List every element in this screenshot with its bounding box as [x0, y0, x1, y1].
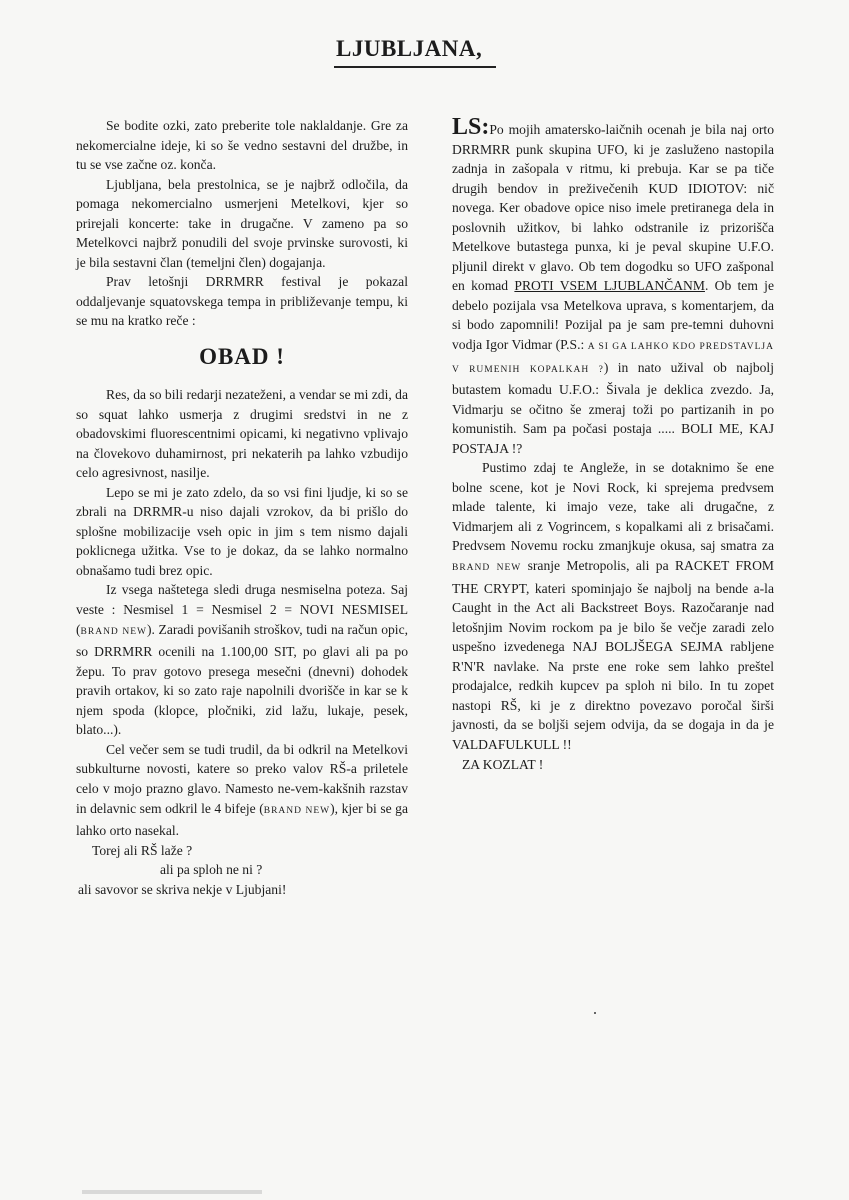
nesmisel-text-b: ). Zaradi povišanih stroškov, tudi na račun opic, so DRRMRR ocenili na 1.100,00 SIT, po glavi ali pa po žepu. To prav gotovo presega mesečni (dnevni) dohodek pravih ortakov, ki so zato raje napolnili dvorišče in kar se k njem spoda (klopce, pločniki, zid lažu, lukaje, pesek, blato...).: [76, 621, 408, 738]
ls-label: LS:: [452, 114, 490, 140]
kopalkah-smallcaps: A SI GA LAHKO KDO PREDSTAVLJA V RUMENIH KOPALKAH ?: [452, 342, 774, 375]
closing-questions: [76, 841, 408, 900]
ls-text-a: Po mojih amatersko-laičnih ocenah je bila naj orto DRRMRR punk skupina UFO, ki je zasluženo nastopila zadnja in zašopala v ritmu, ki prebuja. Kar se pa tiče drugih bendov in preživečenih KUD IDIOTOV: nič novega. Ker obadove opice niso imele pretiranega dela in poslovnih užitkov, bi lahko odstranile iz prizorišča Metelkove butastega punxa, ki je peval skupine U.F.O. pljunil direkt v glavo. Ob tem dogodku so UFO zašponal en komad: [452, 122, 774, 294]
brand-new-smallcaps: BRAND NEW: [80, 626, 147, 637]
paragraph-ljubljana: Ljubljana, bela prestolnica, se je najbrž odločila, da pomaga nekomercialno usmerjeni Metelkovi, kjer so prirejali koncerte: take in drugačne. V zameno pa so Metelkovci najbrž ponudili del svoje prvinske surovosti, ki je bila sestavni član (temeljni člen) dogajanja.: [76, 176, 408, 270]
paragraph-nesmisel: [76, 580, 408, 739]
page-title: LJUBLJANA,: [336, 36, 483, 61]
paragraph-novi-rock: [452, 458, 774, 754]
paragraph-lepo: Lepo se mi je zato zdelo, da so vsi fini ljudje, ki so se zbrali na DRRMR-u niso dajali vzrokov, da bi prišlo do splošne mobilizacije vseh opic in jim s tem nismo dajali poklicnega užitka. Vse to je dokaz, da se lahko normalno obnašamo tudi brez opic.: [76, 484, 408, 578]
paragraph-intro: Se bodite ozki, zato preberite tole naklaldanje. Gre za nekomercialne ideje, ki so še vedno sestavni del družbe, in tu se vse začne oz. konča.: [76, 118, 408, 173]
ls-text-b: . Ob tem je debelo pozijala vsa Metelkova uprava, s komentarjem, da si bodo zapomnili! Pozijal pa je sam pre-temni duhovni vodja Igor Vidmar (P.S.:: [452, 278, 774, 353]
closing-line: ZA KOZLAT !: [462, 756, 544, 772]
paragraph-redarji: Res, da so bili redarji nezateženi, a vendar se mi zdi, da so squat lahko usmerja z drugimi sredstvi in ne z obadovskimi fluorescentnimi opicami, ki negativno vplivajo na človekovo duhamirnost, pri nekaterih pa lahko vzbudijo celo agresivnost, nasilje.: [76, 387, 408, 481]
paragraph-ls: [452, 114, 774, 458]
novi-rock-text-a: Pustimo zdaj te Angleže, in se dotaknimo še ene bolne scene, kot je Novi Rock, ki sprejema predvsem mlade talente, ki imajo veze, take ali drugačne, z Vidmarjem ali z Vogrincem, s kopalkami ali z brisačami. Predvsem Novemu rocku zmanjkuje okusa, saj smatra za: [452, 460, 774, 554]
question-line-1: Torej ali RŠ laže ?: [92, 842, 193, 858]
ls-text-c: ) in nato užival ob najbolj butastem komadu U.F.O.: Šivala je deklica zvezdo. Ja, Vidmarju se očitno še zmeraj toži po partizanih in po komunistih. Sam pa počasi postaja ..... BOLI ME, KAJ POSTAJA !?: [452, 359, 774, 456]
right-column: [452, 114, 775, 774]
vecer-text-b: ), kjer bi se ga lahko orto nasekal.: [76, 800, 409, 839]
vecer-text-a: Cel večer sem se tudi trudil, da bi odkril na Metelkovi subkulturne novosti, katere so preko valov RŠ-a priletele celo v mojo prazno glavo. Namesto ne-vem-kakšnih razstav in delavnic sem odkril le 4 bifeje (: [76, 741, 408, 816]
question-line-2: ali pa sploh ne ni ?: [160, 862, 263, 878]
speck: [594, 1012, 596, 1014]
paragraph-festival: Prav letošnji DRRMRR festival je pokazal oddaljevanje squatovskega tempa in približevanje tempu, ki se mu na kratko reče :: [76, 274, 408, 329]
novi-rock-text-b: sranje Metropolis, ali pa RACKET FROM THE CRYPT, kateri spominjajo še najbolj na bende a-la Caught in the Act ali Backstreet Boys. Razočaranje nad letošnjim Novim rockom pa je bilo še večje zaradi zelo uspešno izvedenega NAJ BOLJŠEGA SEJMA rabljene R'N'R navlake. Na prste ene roke sem lahko preštel prodajalce, redkih kupcev pa sploh ni bilo. In tu zopet nastopi RŠ, ki je z direktno povezavo poročal širši javnosti, da se boljši sejem odvija, da se dogaja in da je VALDAFULKULL !!: [452, 558, 775, 752]
brand-new-smallcaps: BRAND NEW: [263, 805, 331, 816]
obad-heading: OBAD !: [199, 344, 285, 370]
question-line-3: ali savovor se skriva nekje v Ljubjani!: [78, 881, 287, 897]
scan-smudge: [82, 1190, 262, 1194]
title-underline: [334, 66, 496, 68]
brand-new-smallcaps: BRAND NEW: [452, 563, 522, 574]
nesmisel-text-a: Iz vsega naštetega sledi druga nesmiselna poteza. Saj veste : Nesmisel 1 = Nesmisel 2 = NOVI NESMISEL (: [76, 582, 408, 637]
left-column: [76, 116, 408, 899]
prot-vsem-underlined: PROTI VSEM LJUBLANČANM: [514, 278, 705, 294]
paragraph-vecer: [76, 740, 408, 841]
